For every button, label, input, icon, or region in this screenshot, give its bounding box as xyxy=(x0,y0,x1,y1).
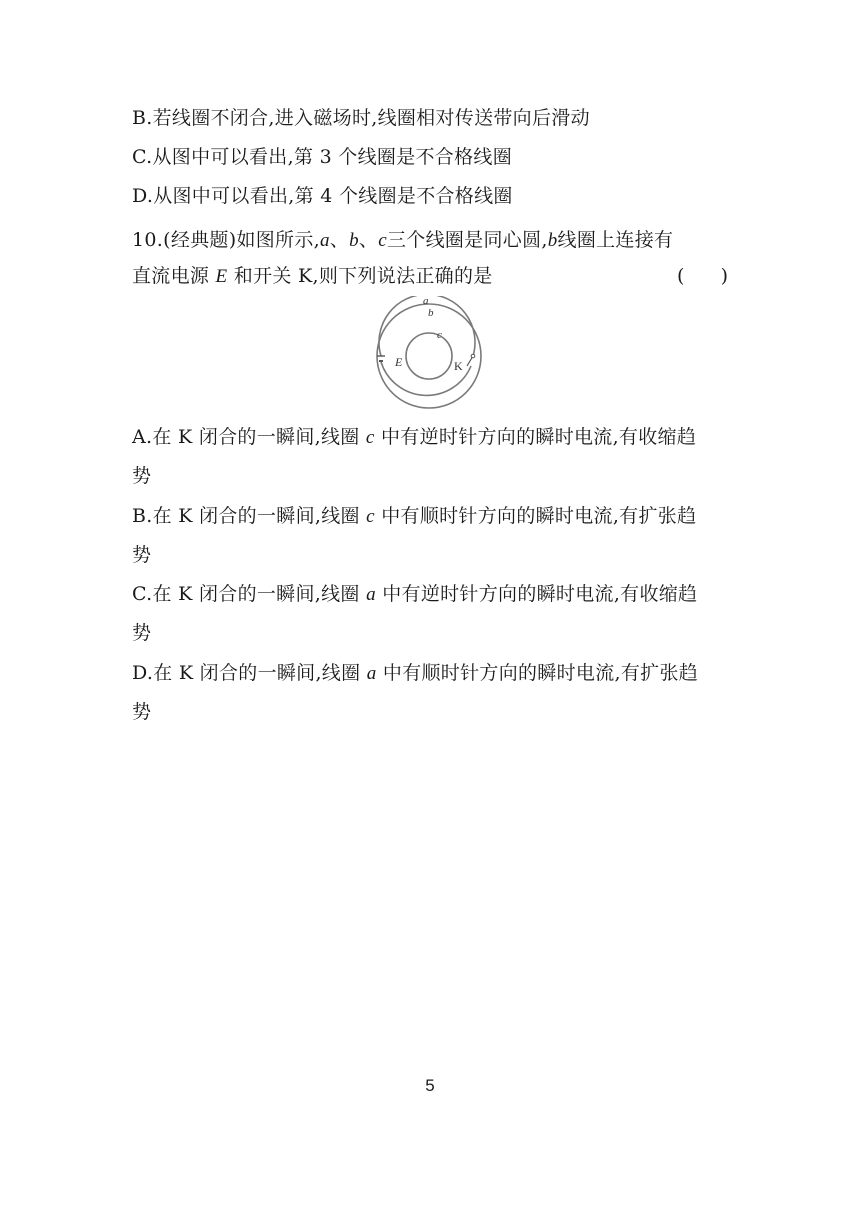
q9-option-c: C.从图中可以看出,第 3 个线圈是不合格线圈 xyxy=(132,146,513,168)
option-d-suffix: 中有顺时针方向的瞬时电流,有扩张趋 xyxy=(376,662,699,684)
answer-paren: ( ) xyxy=(676,265,728,287)
var-a: a xyxy=(366,584,376,605)
q10-option-c xyxy=(132,580,697,609)
q10-stem-line2-suffix: 和开关 K,则下列说法正确的是 xyxy=(227,265,493,287)
separator: 、 xyxy=(329,229,350,251)
concentric-coils-figure xyxy=(374,296,484,410)
var-c: c xyxy=(366,506,375,527)
option-c-suffix: 中有逆时针方向的瞬时电流,有收缩趋 xyxy=(375,583,698,605)
label-a: a xyxy=(423,296,429,307)
option-a-prefix: A.在 K 闭合的一瞬间,线圈 xyxy=(132,426,366,448)
var-b: b xyxy=(349,230,359,251)
var-c: c xyxy=(365,427,375,448)
q10-option-a xyxy=(132,423,696,452)
var-a: a xyxy=(366,663,377,684)
q10-stem-line2-prefix: 直流电源 xyxy=(132,265,216,287)
q10-option-b-wrap: 势 xyxy=(132,544,152,566)
q10-option-a-wrap: 势 xyxy=(132,465,152,487)
label-K: K xyxy=(454,359,463,373)
q10-stem-suffix: 线圈上连接有 xyxy=(557,229,674,251)
q9-option-b: B.若线圈不闭合,进入磁场时,线圈相对传送带向后滑动 xyxy=(132,107,590,129)
label-b: b xyxy=(428,307,434,319)
q10-stem-prefix: 10.(经典题)如图所示, xyxy=(132,229,320,251)
q10-stem-line2 xyxy=(132,262,493,291)
label-c: c xyxy=(437,329,442,341)
var-a: a xyxy=(319,230,330,251)
var-c: c xyxy=(378,230,387,251)
q10-option-c-wrap: 势 xyxy=(132,622,152,644)
option-b-prefix: B.在 K 闭合的一瞬间,线圈 xyxy=(132,505,367,527)
option-c-prefix: C.在 K 闭合的一瞬间,线圈 xyxy=(132,583,367,605)
var-b: b xyxy=(547,230,558,251)
option-a-suffix: 中有逆时针方向的瞬时电流,有收缩趋 xyxy=(374,426,697,448)
coil-a xyxy=(377,304,481,408)
q10-option-b xyxy=(132,502,696,531)
separator: 、 xyxy=(358,229,379,251)
option-b-suffix: 中有顺时针方向的瞬时电流,有扩张趋 xyxy=(374,505,697,527)
q10-option-d-wrap: 势 xyxy=(132,701,152,723)
coil-c xyxy=(406,333,452,379)
switch-contact xyxy=(471,354,475,358)
label-E: E xyxy=(395,355,403,369)
page-number: 5 xyxy=(425,1076,435,1095)
option-d-prefix: D.在 K 闭合的一瞬间,线圈 xyxy=(132,662,367,684)
q10-stem-line1 xyxy=(132,226,673,255)
var-E: E xyxy=(215,266,228,287)
q10-stem-mid: 三个线圈是同心圆, xyxy=(386,229,548,251)
q9-option-d: D.从图中可以看出,第 4 个线圈是不合格线圈 xyxy=(132,185,513,207)
q10-option-d xyxy=(132,659,698,688)
